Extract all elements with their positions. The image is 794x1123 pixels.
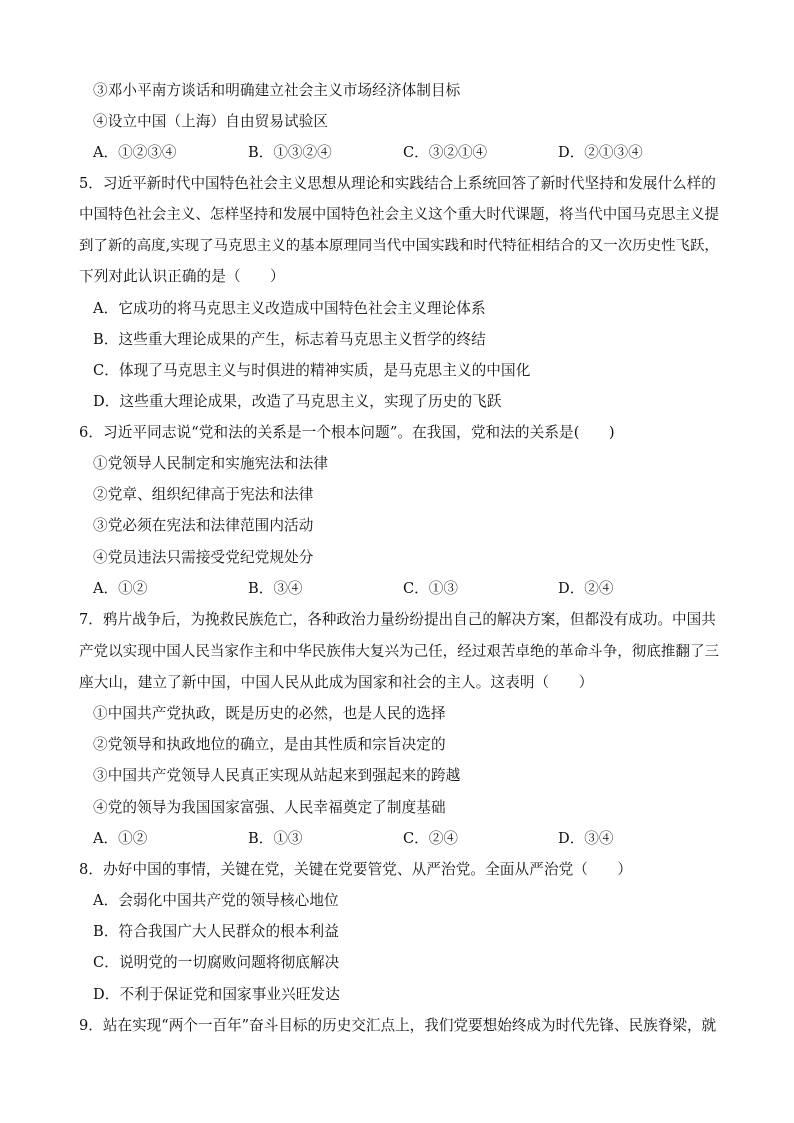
q5-option-d: D．这些重大理论成果，改造了马克思主义，实现了历史的飞跃 <box>93 393 502 410</box>
q6-item-4: ④党员违法只需接受党纪党规处分 <box>93 549 314 566</box>
q7-item-3: ③中国共产党领导人民真正实现从站起来到强起来的跨越 <box>93 767 461 784</box>
q8-option-a: A．会弱化中国共产党的领导核心地位 <box>93 892 339 909</box>
q4-option-c: C．③②①④ <box>403 144 488 161</box>
q7-option-b: B．①③ <box>248 830 303 847</box>
q7-option-d: D．③④ <box>558 830 614 847</box>
q7-item-1: ①中国共产党执政，既是历史的必然，也是人民的选择 <box>93 705 446 722</box>
q7-option-c: C．②④ <box>403 830 458 847</box>
q4-option-b: B．①③②④ <box>248 144 332 161</box>
q7-stem-line-3: 座大山，建立了新中国，中国人民从此成为国家和社会的主人。这表明（ ） <box>79 674 594 691</box>
q8-option-b: B．符合我国广大人民群众的根本利益 <box>93 923 339 940</box>
q5-stem-line-1: 5．习近平新时代中国特色社会主义思想从理论和实践结合上系统回答了新时代坚持和发展什么样的 <box>79 175 716 192</box>
q6-stem: 6．习近平同志说“党和法的关系是一个根本问题”。在我国，党和法的关系是( ) <box>79 424 615 441</box>
q6-item-2: ②党章、组织纪律高于宪法和法律 <box>93 486 314 503</box>
q6-options <box>93 579 713 599</box>
q4-item-4: ④设立中国（上海）自由贸易试验区 <box>93 113 329 130</box>
q7-item-2: ②党领导和执政地位的确立，是由其性质和宗旨决定的 <box>93 736 446 753</box>
q5-stem-line-3: 到了新的高度,实现了马克思主义的基本原理同当代中国实践和时代特征相结合的又一次历史性飞跃， <box>79 238 719 254</box>
q6-option-d: D．②④ <box>558 580 614 597</box>
q8-option-d: D．不利于保证党和国家事业兴旺发达 <box>93 986 340 1003</box>
q7-stem-line-2: 产党以实现中国人民当家作主和中华民族伟大复兴为己任，经过艰苦卓绝的革命斗争，彻底推翻了三 <box>79 643 720 660</box>
q4-options <box>93 143 713 163</box>
q5-option-c: C．体现了马克思主义与时俱进的精神实质，是马克思主义的中国化 <box>93 362 531 379</box>
q7-options <box>93 829 713 849</box>
q8-stem: 8．办好中国的事情，关键在党，关键在党要管党、从严治党。全面从严治党（ ） <box>79 861 633 878</box>
q6-item-1: ①党领导人民制定和实施宪法和法律 <box>93 455 329 472</box>
q8-option-c: C．说明党的一切腐败问题将彻底解决 <box>93 954 340 971</box>
q7-stem-line-1: 7．鸦片战争后，为挽救民族危亡，各种政治力量纷纷提出自己的解决方案，但都没有成功。中国共 <box>79 611 716 628</box>
q5-stem-line-4: 下列对此认识正确的是（ ） <box>79 268 285 285</box>
q6-item-3: ③党必须在宪法和法律范围内活动 <box>93 517 314 534</box>
q4-option-a: A．①②③④ <box>93 144 177 161</box>
q6-option-b: B．③④ <box>248 580 303 597</box>
q6-option-c: C．①③ <box>403 580 458 597</box>
q9-stem: 9．站在实现“两个一百年”奋斗目标的历史交汇点上，我们党要想始终成为时代先锋、民族脊梁，就 <box>79 1017 717 1034</box>
q4-option-d: D．②①③④ <box>558 144 643 161</box>
q6-option-a: A．①② <box>93 580 148 597</box>
q5-option-a: A．它成功的将马克思主义改造成中国特色社会主义理论体系 <box>93 300 486 317</box>
q5-option-b: B．这些重大理论成果的产生，标志着马克思主义哲学的终结 <box>93 331 486 348</box>
q4-item-3: ③邓小平南方谈话和明确建立社会主义市场经济体制目标 <box>93 82 461 99</box>
q7-option-a: A．①② <box>93 830 148 847</box>
q7-item-4: ④党的领导为我国国家富强、人民幸福奠定了制度基础 <box>93 799 446 816</box>
q5-stem-line-2: 中国特色社会主义、怎样坚持和发展中国特色社会主义这个重大时代课题，将当代中国马克思主义提 <box>79 206 720 223</box>
